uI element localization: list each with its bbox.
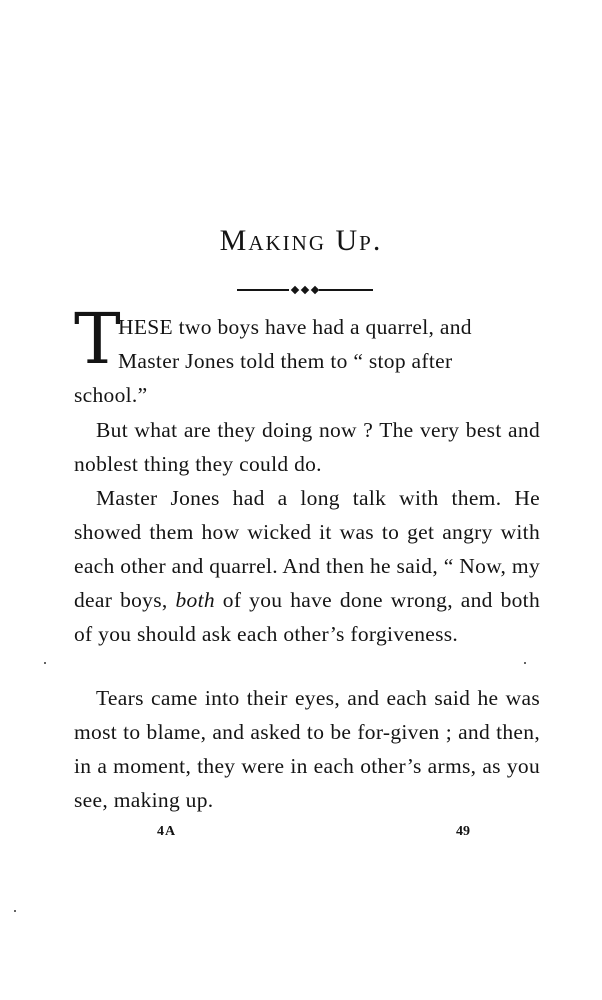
page-number: 49	[456, 824, 470, 839]
paragraph-1-line-2: Master Jones told them to “ stop after	[118, 349, 453, 373]
paragraph-4	[74, 681, 540, 817]
ink-speck	[44, 662, 46, 664]
paragraph-3-emphasis: both	[175, 588, 215, 612]
paragraph-1-line-1: HESE two boys have had a quarrel, and	[118, 315, 472, 339]
paragraph-1	[74, 310, 540, 412]
signature-mark: 4A	[157, 824, 177, 839]
paragraph-2	[74, 413, 540, 481]
paragraph-3-text-b: of you have done wrong, and both of you should ask each other’s forgiveness.	[74, 588, 541, 646]
ink-speck	[14, 910, 16, 912]
paragraph-3-text-a: Master Jones had a long talk with them. He showed them how wicked it was to get angry with each other and quarrel. And then he said, “ Now, my dear boys,	[74, 486, 540, 612]
drop-cap-letter: T	[74, 298, 121, 380]
paragraph-3	[74, 481, 540, 651]
page-title: Making Up.	[219, 224, 383, 257]
title-ornament	[237, 286, 373, 294]
paragraph-4-text: Tears came into their eyes, and each said he was most to blame, and asked to be for-given ; and then, in a moment, they were in each other’s arms, as you see, making up.	[74, 686, 540, 812]
ink-speck	[524, 662, 526, 664]
paragraph-1-rest: school.”	[74, 383, 148, 407]
paragraph-2-text: But what are they doing now ? The very best and noblest thing they could do.	[74, 418, 540, 476]
